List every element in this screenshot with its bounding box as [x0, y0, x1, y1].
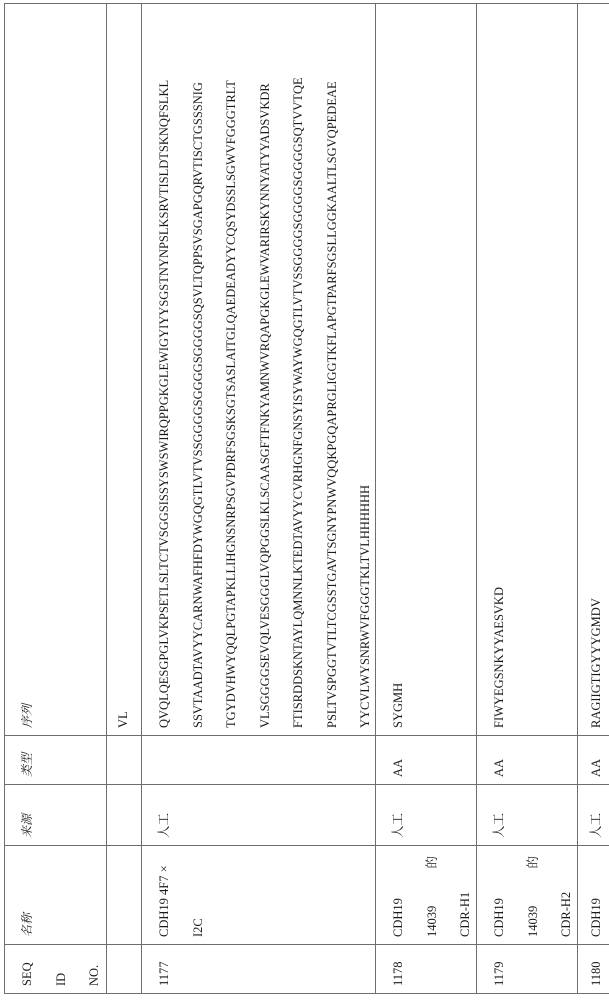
name-line-group — [416, 852, 450, 937]
header-source: 来源 — [5, 785, 107, 846]
sequence-line: SSVTAADTAVYYCARNWAFHFDYWGQGTLVTVSSGGGGSGGGGSGGGGSQSVLTQPPSVSGAPGQRVTISCTGSSSNIG — [182, 10, 216, 728]
header-seq-id-line: SEQ — [11, 951, 45, 986]
header-sequence: 序列 — [5, 4, 107, 736]
table-row — [376, 4, 477, 994]
header-seq-id — [5, 945, 107, 994]
cell-name — [107, 846, 142, 945]
header-seq-id-line: NO. — [78, 951, 107, 986]
name-line: I2C — [182, 852, 216, 937]
cell-sequence: SYGMH — [376, 4, 477, 736]
name-line: 的 — [517, 856, 551, 869]
table-header-row — [5, 4, 107, 994]
cell-seq-id: 1179 — [477, 945, 578, 994]
cell-name — [477, 846, 578, 945]
cell-seq-id: 1180 — [578, 945, 609, 994]
cell-name — [376, 846, 477, 945]
cell-source: 人工 — [376, 785, 477, 846]
name-line: CDH19 — [382, 852, 416, 937]
cell-source — [107, 785, 142, 846]
cell-seq-id: 1178 — [376, 945, 477, 994]
header-name: 名称 — [5, 846, 107, 945]
sequence-line: QVQLQESGPGLVKPSETLSLTCTVSGGSISSYSWSWIRQPPGKGLEWIGYIYYSGSTNYNPSLKSRVTISLDTSKNQFSLKL — [148, 10, 182, 728]
cell-sequence: VL — [107, 4, 142, 736]
name-line: CDH19 4F7 × — [148, 852, 182, 937]
sequence-line: YYCVLWYSNRWVFGGGTKLTVLHHHHHH — [349, 10, 376, 728]
cell-source: 人工 — [578, 785, 609, 846]
sequence-line: PSLTVSPGGTVTLTCGSSTGAVTSGNYPNWVQQKPGQAPRGLIGGTKFLAPGTPARFSGSLLGGKAALTLSGVQPEDEAE — [316, 10, 350, 728]
name-line: 的 — [416, 856, 450, 869]
name-line-group — [517, 852, 551, 937]
cell-sequence: RAGIIGTIGYYYGMDV — [578, 4, 609, 736]
name-line: CDR-H2 — [550, 852, 578, 937]
sequence-line: TGYDVHWYQQLPGTAPKLLIHGNSNRPSGVPDRFSGSKSGTSASLAITGLQAEDEADYYCQSYDSSLSGWVFGGGTRLT — [215, 10, 249, 728]
sequence-table — [4, 3, 609, 994]
name-line: 14039 — [416, 906, 450, 937]
cell-seq-id — [107, 945, 142, 994]
name-line: 14039 — [517, 906, 551, 937]
cell-source: 人工 — [477, 785, 578, 846]
cell-seq-id: 1177 — [142, 945, 376, 994]
name-line: CDR-H1 — [449, 852, 477, 937]
table-row — [578, 4, 609, 994]
header-seq-id-line: ID — [45, 951, 79, 986]
cell-sequence: FIWYEGSNKYYAESVKD — [477, 4, 578, 736]
rotated-page — [0, 0, 609, 1000]
cell-type — [142, 736, 376, 785]
table-row — [477, 4, 578, 994]
cell-name — [142, 846, 376, 945]
header-type: 类型 — [5, 736, 107, 785]
sequence-line: VLSGGGGSEVQLVESGGGLVQPGGSLKLSCAASGFTFNKYAMNWVRQAPGKGLEWVARIRSKYNNYATYYADSVKDR — [249, 10, 283, 728]
cell-name: CDH19 — [578, 846, 609, 945]
table-row — [107, 4, 142, 994]
cell-sequence — [142, 4, 376, 736]
cell-source: 人工 — [142, 785, 376, 846]
cell-type — [107, 736, 142, 785]
cell-type: AA — [477, 736, 578, 785]
table-row — [142, 4, 376, 994]
cell-type: AA — [578, 736, 609, 785]
sequence-line: FTISRDDSKNTAYLQMNNLKTEDTAVYYCVRHGNFGNSYISYWAYWGQGTLVTVSSGGGGSGGGGSGGGGSQTVVTQE — [282, 10, 316, 728]
name-line: CDH19 — [483, 852, 517, 937]
cell-type: AA — [376, 736, 477, 785]
